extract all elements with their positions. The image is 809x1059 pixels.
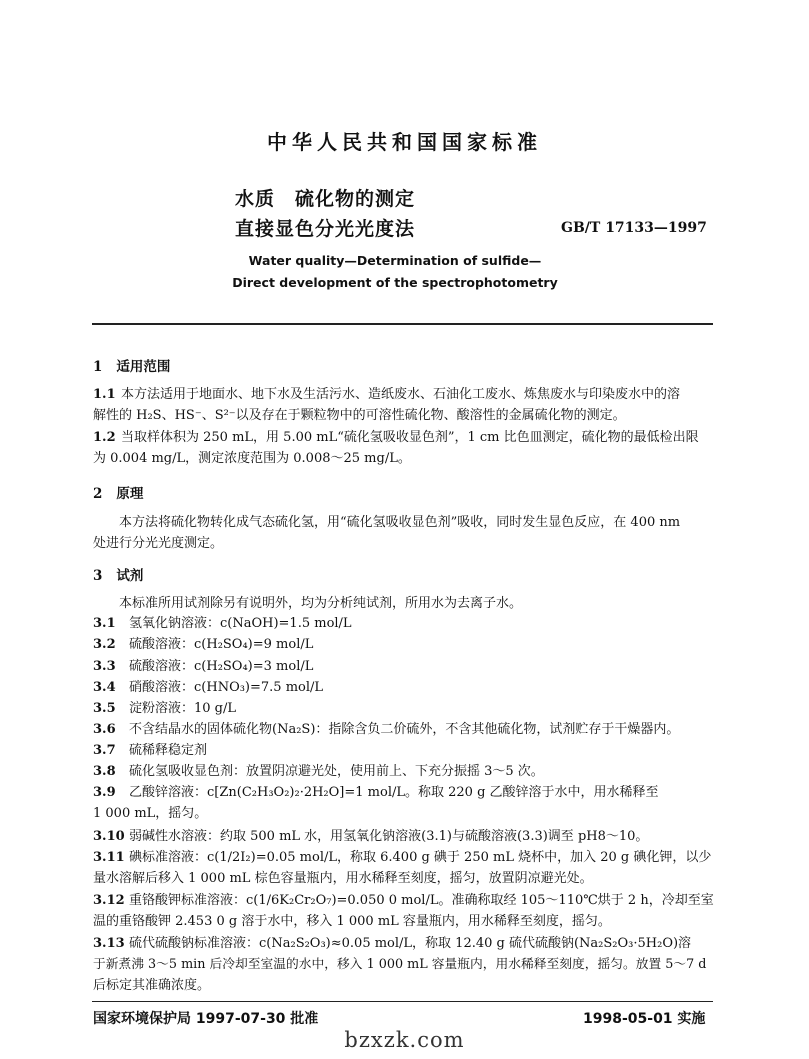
principle-paragraph: 本方法将硫化物转化成气态硫化氢，用“硫化氢吸收显色剂”吸收，同时发生显色反应，在 400 nm bbox=[119, 515, 681, 530]
approval-date: 国家环境保护局 1997-07-30 批准 bbox=[93, 1011, 319, 1027]
clause-1-1-cont: 解性的 H₂S、HS⁻、S²⁻以及存在于颗粒物中的可溶性硫化物、酸溶性的金属硫化物的测定。 bbox=[93, 408, 626, 423]
section-number: 3 bbox=[93, 568, 103, 584]
title-line-1: 水质 硫化物的测定 bbox=[235, 188, 416, 210]
clause-text: 碘标准溶液：c(1/2I₂)=0.05 mol/L，称取 6.400 g 碘于 250 mL 烧杯中，加入 20 g 碘化钾，以少 bbox=[129, 850, 712, 865]
clause-3-2 bbox=[93, 634, 313, 655]
clause-text: 当取样体积为 250 mL，用 5.00 mL“硫化氢吸收显色剂”，1 cm 比色皿测定，硫化物的最低检出限 bbox=[121, 430, 699, 445]
clause-number: 3.5 bbox=[93, 701, 116, 716]
section-number: 2 bbox=[93, 486, 103, 502]
clause-number: 3.12 bbox=[93, 893, 125, 908]
clause-text: 硫酸溶液：c(H₂SO₄)=3 mol/L bbox=[129, 659, 314, 674]
clause-3-9-cont: 1 000 mL，摇匀。 bbox=[93, 806, 208, 821]
clause-text: 不含结晶水的固体硫化物(Na₂S)：指除含负二价硫外，不含其他硫化物，试剂贮存于干燥器内。 bbox=[129, 722, 680, 737]
section-number: 1 bbox=[93, 359, 103, 375]
footer-divider bbox=[92, 1001, 713, 1002]
clause-number: 3.7 bbox=[93, 743, 116, 758]
clause-number: 3.2 bbox=[93, 637, 116, 652]
clause-number: 3.4 bbox=[93, 680, 116, 695]
clause-number: 3.13 bbox=[93, 936, 125, 951]
clause-number: 3.1 bbox=[93, 616, 116, 631]
implementation-date: 1998-05-01 实施 bbox=[583, 1011, 706, 1027]
section-1-heading bbox=[93, 355, 170, 375]
national-standard-heading: 中华人民共和国国家标准 bbox=[267, 130, 542, 154]
principle-paragraph-cont: 处进行分光光度测定。 bbox=[93, 536, 224, 551]
clause-3-11-cont: 量水溶解后移入 1 000 mL 棕色容量瓶内，用水稀释至刻度，摇匀，放置阴凉避光处。 bbox=[93, 871, 593, 886]
clause-text: 硫代硫酸钠标准溶液：c(Na₂S₂O₃)≈0.05 mol/L，称取 12.40 g 硫代硫酸钠(Na₂S₂O₃·5H₂O)溶 bbox=[129, 936, 692, 951]
clause-number: 3.9 bbox=[93, 785, 116, 800]
clause-number: 1.2 bbox=[93, 430, 116, 445]
clause-3-6 bbox=[93, 719, 679, 740]
clause-number: 3.6 bbox=[93, 722, 116, 737]
watermark: bzxzk.com bbox=[344, 1028, 465, 1052]
clause-1-2 bbox=[93, 427, 699, 448]
clause-text: 硫稀释稳定剂 bbox=[129, 743, 208, 758]
clause-number: 3.11 bbox=[93, 850, 125, 865]
clause-3-13-cont-2: 后标定其准确浓度。 bbox=[93, 978, 211, 993]
clause-number: 3.10 bbox=[93, 829, 125, 844]
clause-3-8 bbox=[93, 761, 544, 782]
clause-text: 硫化氢吸收显色剂：放置阴凉避光处，使用前上、下充分振摇 3～5 次。 bbox=[129, 764, 544, 779]
standard-code: GB/T 17133—1997 bbox=[561, 220, 707, 236]
header-divider bbox=[92, 323, 713, 325]
clause-number: 3.3 bbox=[93, 659, 116, 674]
clause-text: 氢氧化钠溶液：c(NaOH)=1.5 mol/L bbox=[129, 616, 352, 631]
section-title: 适用范围 bbox=[116, 359, 171, 375]
clause-3-11 bbox=[93, 847, 711, 868]
clause-text: 弱碱性水溶液：约取 500 mL 水，用氢氧化钠溶液(3.1)与硫酸溶液(3.3)调至 pH8～10。 bbox=[129, 829, 649, 844]
section-title: 试剂 bbox=[116, 568, 144, 584]
clause-1-2-cont: 为 0.004 mg/L，测定浓度范围为 0.008～25 mg/L。 bbox=[93, 451, 411, 466]
clause-text: 重铬酸钾标准溶液：c(1/6K₂Cr₂O₇)=0.050 0 mol/L。准确称取经 105～110℃烘于 2 h，冷却至室 bbox=[129, 893, 714, 908]
clause-text: 硫酸溶液：c(H₂SO₄)=9 mol/L bbox=[129, 637, 314, 652]
clause-text: 乙酸锌溶液：c[Zn(C₂H₃O₂)₂·2H₂O]=1 mol/L。称取 220 g 乙酸锌溶于水中，用水稀释至 bbox=[129, 785, 659, 800]
clause-text: 本方法适用于地面水、地下水及生活污水、造纸废水、石油化工废水、炼焦废水与印染废水中的溶 bbox=[121, 387, 681, 402]
clause-text: 硝酸溶液：c(HNO₃)=7.5 mol/L bbox=[129, 680, 324, 695]
clause-number: 3.8 bbox=[93, 764, 116, 779]
clause-text: 淀粉溶液：10 g/L bbox=[129, 701, 237, 716]
english-title-line-1: Water quality—Determination of sulfide— bbox=[248, 253, 542, 268]
clause-3-3 bbox=[93, 656, 313, 677]
clause-3-7 bbox=[93, 740, 207, 761]
reagents-intro: 本标准所用试剂除另有说明外，均为分析纯试剂，所用水为去离子水。 bbox=[119, 596, 523, 611]
clause-3-1 bbox=[93, 613, 352, 634]
clause-3-12 bbox=[93, 890, 714, 911]
clause-3-13 bbox=[93, 933, 691, 954]
section-2-heading bbox=[93, 482, 143, 502]
section-title: 原理 bbox=[116, 486, 144, 502]
clause-3-13-cont: 于新煮沸 3～5 min 后冷却至室温的水中，移入 1 000 mL 容量瓶内，用水稀释至刻度，摇匀。放置 5～7 d bbox=[93, 957, 707, 972]
clause-3-10 bbox=[93, 826, 648, 847]
clause-3-9 bbox=[93, 782, 659, 803]
title-line-2: 直接显色分光光度法 bbox=[235, 218, 416, 240]
clause-3-12-cont: 温的重铬酸钾 2.453 0 g 溶于水中，移入 1 000 mL 容量瓶内，用水稀释至刻度，摇匀。 bbox=[93, 914, 611, 929]
section-3-heading bbox=[93, 564, 143, 584]
english-title-line-2: Direct development of the spectrophotometry bbox=[232, 275, 558, 290]
clause-number: 1.1 bbox=[93, 387, 116, 402]
clause-3-5 bbox=[93, 698, 236, 719]
clause-1-1 bbox=[93, 384, 680, 405]
clause-3-4 bbox=[93, 677, 323, 698]
